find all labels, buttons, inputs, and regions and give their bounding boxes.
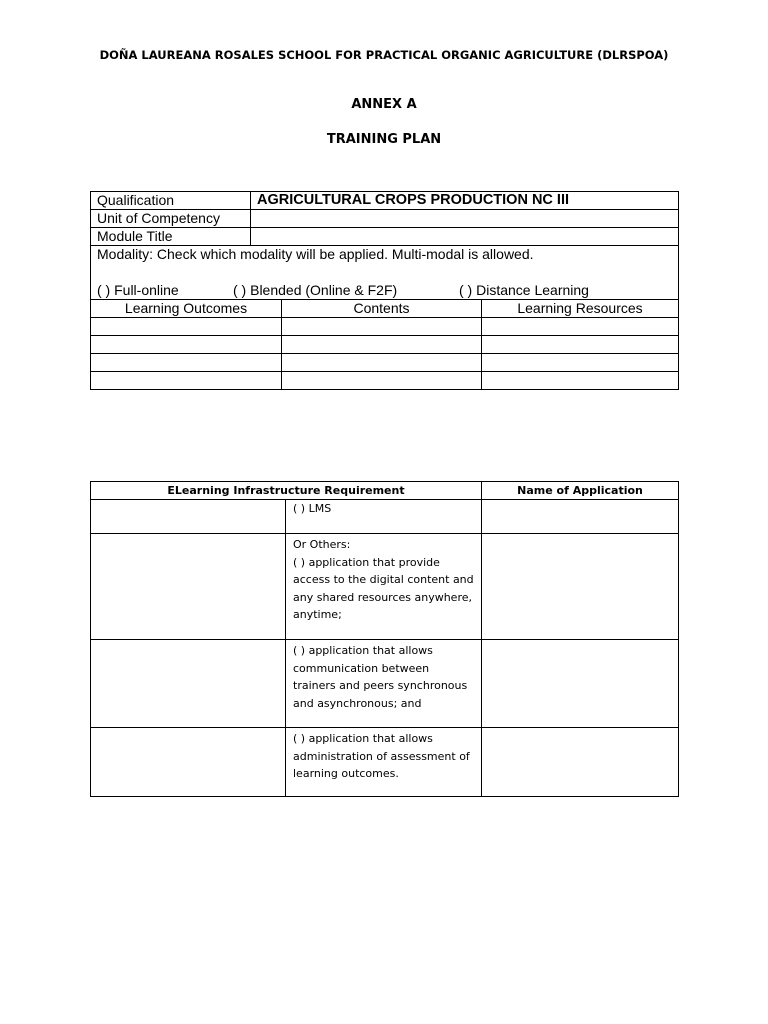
unit-label: Unit of Competency xyxy=(91,210,251,228)
table-row xyxy=(91,728,679,797)
col-learning-outcomes: Learning Outcomes xyxy=(91,300,282,318)
module-value xyxy=(251,228,679,246)
col-elearning-requirement: ELearning Infrastructure Requirement xyxy=(91,482,482,500)
table-row xyxy=(91,318,679,336)
elearning-table xyxy=(90,481,679,797)
table-row xyxy=(91,354,679,372)
training-plan-table xyxy=(90,191,679,390)
unit-row xyxy=(91,210,679,228)
modality-cell xyxy=(91,246,679,300)
modality-distance: ( ) Distance Learning xyxy=(459,282,589,298)
modality-row xyxy=(91,246,679,300)
modality-instruction: Modality: Check which modality will be applied. Multi-modal is allowed. xyxy=(97,246,534,262)
col-application-name: Name of Application xyxy=(482,482,679,500)
others-label: Or Others: xyxy=(293,538,351,551)
qualification-label: Qualification xyxy=(91,192,251,210)
table-row xyxy=(91,500,679,534)
communication-option: ( ) application that allows communication between trainers and peers synchronous and asynchronous; and xyxy=(286,640,482,728)
table-row xyxy=(91,640,679,728)
lms-option: ( ) LMS xyxy=(286,500,482,534)
module-label: Module Title xyxy=(91,228,251,246)
modality-blended: ( ) Blended (Online & F2F) xyxy=(233,282,398,298)
table-row xyxy=(91,336,679,354)
content-access-text: ( ) application that provide access to the digital content and any shared resources anywhere, anytime; xyxy=(293,555,474,621)
content-access-option xyxy=(286,534,482,640)
annex-label: ANNEX A xyxy=(351,97,417,112)
col-contents: Contents xyxy=(282,300,482,318)
table-row xyxy=(91,372,679,390)
assessment-option: ( ) application that allows administration of assessment of learning outcomes. xyxy=(286,728,482,797)
qualification-row xyxy=(91,192,679,210)
plan-column-headers xyxy=(91,300,679,318)
module-row xyxy=(91,228,679,246)
school-name: DOÑA LAUREANA ROSALES SCHOOL FOR PRACTICAL ORGANIC AGRICULTURE (DLRSPOA) xyxy=(99,48,669,62)
modality-full-online: ( ) Full-online xyxy=(97,282,179,298)
col-learning-resources: Learning Resources xyxy=(482,300,679,318)
elearning-header-row xyxy=(91,482,679,500)
table-row xyxy=(91,534,679,640)
document-title: TRAINING PLAN xyxy=(326,132,442,147)
unit-value xyxy=(251,210,679,228)
qualification-value: AGRICULTURAL CROPS PRODUCTION NC III xyxy=(251,192,679,210)
